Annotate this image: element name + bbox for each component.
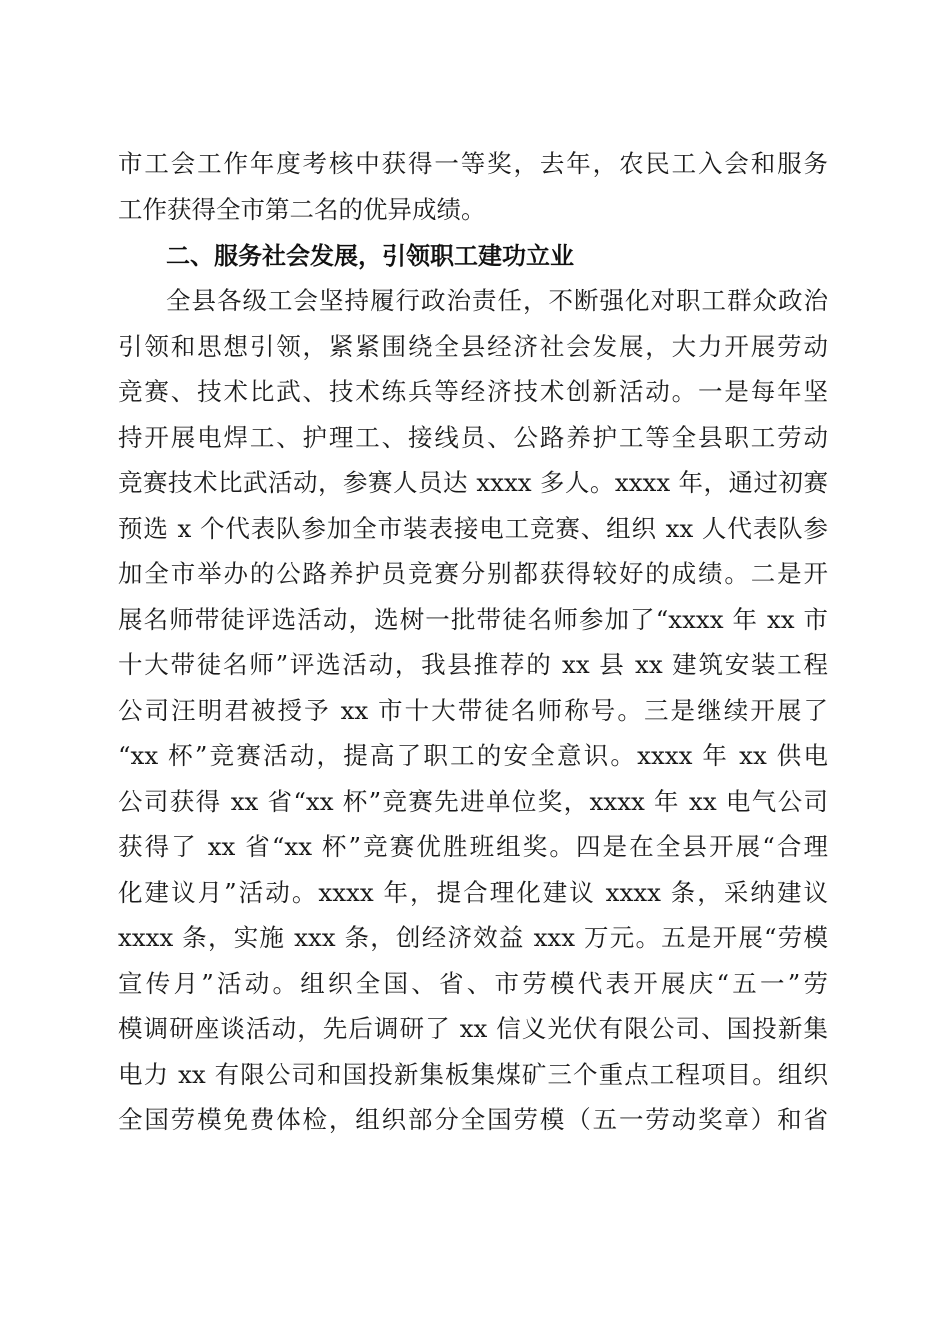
intro-line-2: 工作获得全市第二名的优异成绩。	[118, 195, 486, 224]
body-line: 竞赛、技术比武、技术练兵等经济技术创新活动。一是每年坚	[118, 377, 828, 406]
body-line: 加全市举办的公路养护员竞赛分别都获得较好的成绩。二是开	[118, 559, 828, 588]
body-line: 化建议月”活动。xxxx 年，提合理化建议 xxxx 条，采纳建议	[118, 878, 828, 907]
body-line: 宣传月”活动。组织全国、省、市劳模代表开展庆“五一”劳	[118, 969, 828, 998]
body-line: 竞赛技术比武活动，参赛人员达 xxxx 多人。xxxx 年，通过初赛	[118, 468, 828, 497]
body-line: 公司汪明君被授予 xx 市十大带徒名师称号。三是继续开展了	[118, 696, 828, 725]
body-line: 引领和思想引领，紧紧围绕全县经济社会发展，大力开展劳动	[118, 332, 828, 361]
body-line: 全国劳模免费体检，组织部分全国劳模（五一劳动奖章）和省	[118, 1105, 828, 1134]
body-line: 全县各级工会坚持履行政治责任，不断强化对职工群众政治	[166, 286, 828, 315]
body-line: “xx 杯”竞赛活动，提高了职工的安全意识。xxxx 年 xx 供电	[118, 741, 828, 770]
body-line: 展名师带徒评选活动，选树一批带徒名师参加了“xxxx 年 xx 市	[118, 605, 828, 634]
body-line: 持开展电焊工、护理工、接线员、公路养护工等全县职工劳动	[118, 423, 828, 452]
body-line: 公司获得 xx 省“xx 杯”竞赛先进单位奖，xxxx 年 xx 电气公司	[118, 787, 828, 816]
body-line: xxxx 条，实施 xxx 条，创经济效益 xxx 万元。五是开展“劳模	[118, 923, 828, 952]
body-line: 电力 xx 有限公司和国投新集板集煤矿三个重点工程项目。组织	[118, 1060, 828, 1089]
section-heading: 二、服务社会发展，引领职工建功立业	[166, 242, 574, 270]
body-line: 模调研座谈活动，先后调研了 xx 信义光伏有限公司、国投新集	[118, 1014, 828, 1043]
intro-line-1: 市工会工作年度考核中获得一等奖，去年，农民工入会和服务	[118, 149, 828, 178]
body-line: 预选 x 个代表队参加全市装表接电工竞赛、组织 xx 人代表队参	[118, 514, 828, 543]
body-line: 十大带徒名师”评选活动，我县推荐的 xx 县 xx 建筑安装工程	[118, 650, 828, 679]
body-line: 获得了 xx 省“xx 杯”竞赛优胜班组奖。四是在全县开展“合理	[118, 832, 828, 861]
